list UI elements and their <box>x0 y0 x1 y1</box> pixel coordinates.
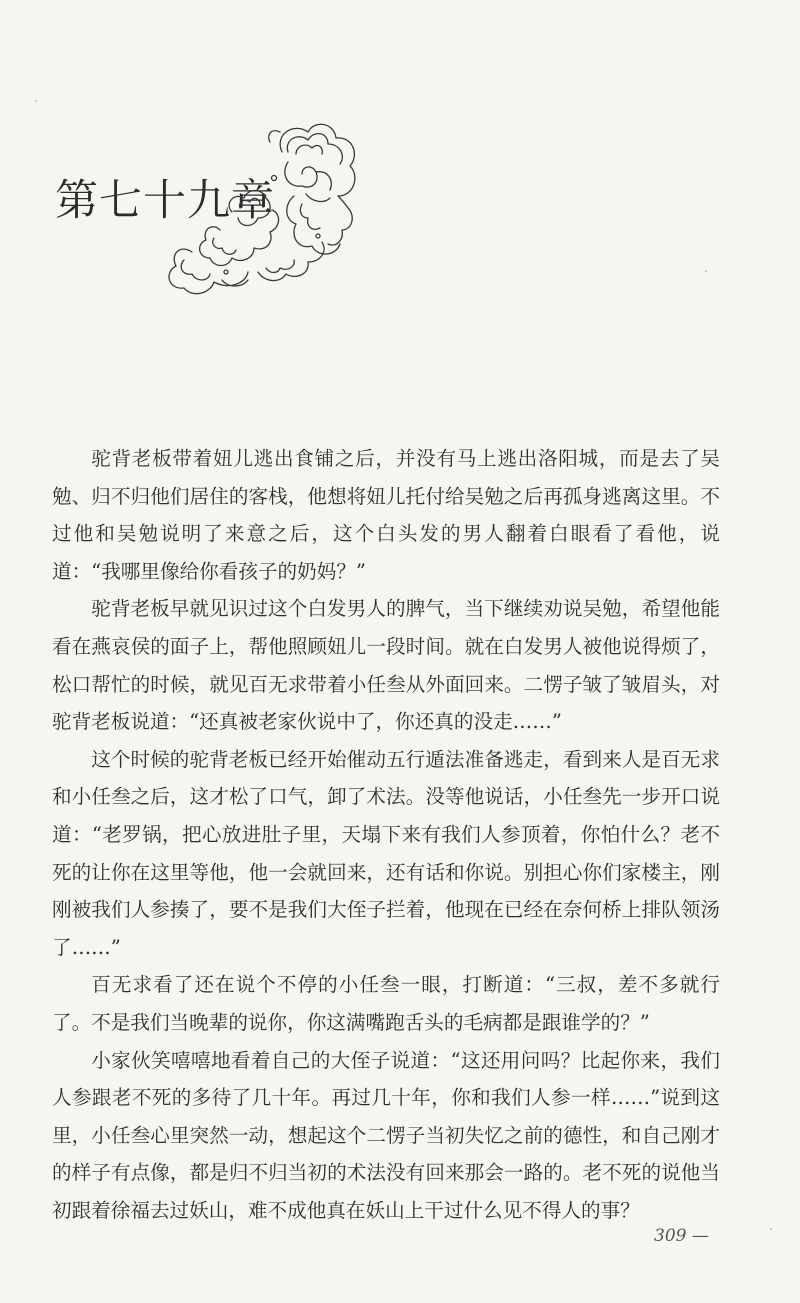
speck <box>35 100 37 102</box>
paragraph: 这个时候的驼背老板已经开始催动五行遁法准备逃走，看到来人是百无求和小任叁之后，这才松了口气，卸了术法。没等他说话，小任叁先一步开口说道：“老罗锅，把心放进肚子里，天塌下来有我们人参顶着，你怕什么？老不死的让你在这里等他，他一会就回来，还有话和你说。别担心你们家楼主，刚刚被我们人参揍了，要不是我们大侄子拦着，他现在已经在奈何桥上排队领汤了……” <box>52 747 720 959</box>
cloud-ornament-icon <box>162 112 362 297</box>
paragraph: 百无求看了还在说个不停的小任叁一眼，打断道：“三叔，差不多就行了。不是我们当晚辈的说你，你这满嘴跑舌头的毛病都是跟谁学的？” <box>52 973 720 1034</box>
paragraph: 驼背老板早就见识过这个白发男人的脾气，当下继续劝说吴勉，希望他能看在燕哀侯的面子上，帮他照顾妞儿一段时间。就在白发男人被他说得烦了，松口帮忙的时候，就见百无求带着小任叁从外面回来。二愣子皱了皱眉头，对驼背老板说道：“还真被老家伙说中了，你还真的没走……” <box>52 597 720 734</box>
paragraph: 小家伙笑嘻嘻地看着自己的大侄子说道：“这还用问吗？比起你来，我们人参跟老不死的多待了几十年。再过几十年，你和我们人参一样……”说到这里，小任叁心里突然一动，想起这个二愣子当初失忆之前的德性，和自己刚才的样子有点像，都是归不归当初的术法没有回来那会一路的。老不死的说他当初跟着徐福去过妖山，难不成他真在妖山上干过什么见不得人的事？ <box>52 1048 720 1222</box>
speck <box>705 270 707 272</box>
paragraph: 驼背老板带着妞儿逃出食铺之后，并没有马上逃出洛阳城，而是去了吴勉、归不归他们居住的客栈，他想将妞儿托付给吴勉之后再孤身逃离这里。不过他和吴勉说明了来意之后，这个白头发的男人翻着白眼看了看他，说道：“我哪里像给你看孩子的奶妈？” <box>52 447 720 583</box>
page-number: 309 — <box>654 1226 709 1246</box>
chapter-body <box>52 440 720 1229</box>
chapter-title: 第七十九章 <box>55 175 275 226</box>
speck <box>770 1228 772 1230</box>
